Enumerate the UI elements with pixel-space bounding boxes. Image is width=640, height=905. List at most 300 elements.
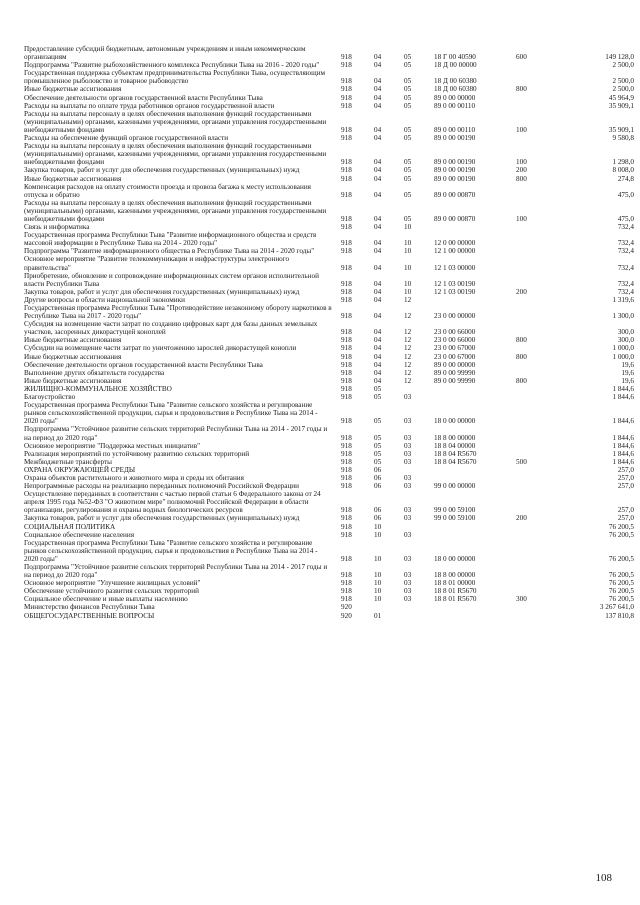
amount: 257,0: [617, 514, 634, 523]
section-code: 05: [374, 417, 382, 426]
table-row: [24, 45, 634, 61]
subsection-code: 03: [404, 433, 412, 442]
ministry-code: 918: [341, 93, 352, 102]
subsection-code: 03: [404, 595, 412, 604]
amount: 732,4: [617, 263, 634, 272]
ministry-code: 918: [341, 417, 352, 426]
subsection-code: 05: [404, 61, 412, 70]
section-code: 04: [374, 85, 382, 94]
target-article-code: 18 Г 00 40590: [434, 53, 476, 62]
ministry-code: 918: [341, 214, 352, 223]
target-article-code: 99 0 00 59100: [434, 514, 476, 523]
table-row: [24, 563, 634, 579]
row-name: Государственная поддержка субъектам предпринимательства Республики Тыва, осуществляющим промышленное рыболовство и товарное рыбоводство: [24, 69, 326, 86]
amount: 2 500,0: [612, 61, 634, 70]
subsection-code: 05: [404, 190, 412, 199]
amount: 35 909,1: [608, 101, 634, 110]
expense-type-code: 800: [516, 376, 527, 385]
ministry-code: 918: [341, 125, 352, 134]
table-row: [24, 523, 634, 531]
amount: 8 008,0: [612, 166, 634, 175]
target-article-code: 18 8 01 R5670: [434, 587, 477, 596]
table-row: [24, 466, 634, 474]
row-name: Расходы на обеспечение функций органов государственной власти: [24, 134, 229, 143]
target-article-code: 89 0 00 00000: [434, 93, 476, 102]
ministry-code: 918: [341, 449, 352, 458]
table-row: [24, 450, 634, 458]
table-row: [24, 134, 634, 142]
row-name: Социальное обеспечение и иные выплаты населению: [24, 595, 188, 604]
table-row: [24, 531, 634, 539]
table-row: [24, 94, 634, 102]
subsection-code: 03: [404, 393, 412, 402]
target-article-code: 18 8 04 R5670: [434, 457, 477, 466]
table-row: [24, 539, 634, 563]
amount: 19,6: [621, 376, 634, 385]
ministry-code: 918: [341, 595, 352, 604]
subsection-code: 03: [404, 449, 412, 458]
table-row: [24, 166, 634, 174]
row-name: Закупка товаров, работ и услуг для обеспечения государственных (муниципальных) нужд: [24, 166, 300, 175]
section-code: 06: [374, 514, 382, 523]
ministry-code: 920: [341, 611, 352, 620]
row-name: Реализация мероприятий по устойчивому развитию сельских территорий: [24, 449, 250, 458]
amount: 732,4: [617, 247, 634, 256]
target-article-code: 18 8 01 00000: [434, 579, 476, 588]
ministry-code: 918: [341, 360, 352, 369]
row-name: Иные бюджетные ассигнования: [24, 174, 122, 183]
row-name: Закупка товаров, работ и услуг для обеспечения государственных (муниципальных) нужд: [24, 514, 300, 523]
amount: 1 844,6: [612, 457, 634, 466]
target-article-code: 89 0 00 99990: [434, 368, 476, 377]
subsection-code: 05: [404, 174, 412, 183]
section-code: 04: [374, 352, 382, 361]
subsection-code: 10: [404, 223, 412, 232]
row-name: Благоустройство: [24, 393, 76, 402]
target-article-code: 18 8 00 00000: [434, 433, 476, 442]
amount: 1 844,6: [612, 433, 634, 442]
row-name: Подпрограмма "Устойчивое развитие сельских территорий Республики Тыва на 2014 - 2017 годы и на период до 2020 года": [24, 563, 328, 580]
subsection-code: 03: [404, 441, 412, 450]
section-code: 04: [374, 125, 382, 134]
amount: 1 319,6: [612, 295, 634, 304]
table-row: [24, 344, 634, 352]
amount: 76 200,5: [608, 571, 634, 580]
subsection-code: 03: [404, 473, 412, 482]
target-article-code: 89 0 00 00000: [434, 360, 476, 369]
amount: 257,0: [617, 465, 634, 474]
amount: 19,6: [621, 360, 634, 369]
table-row: [24, 102, 634, 110]
target-article-code: 18 8 01 R5670: [434, 595, 477, 604]
table-row: [24, 474, 634, 482]
amount: 149 128,0: [605, 53, 634, 62]
section-code: 04: [374, 190, 382, 199]
ministry-code: 918: [341, 61, 352, 70]
ministry-code: 918: [341, 134, 352, 143]
table-row: [24, 377, 634, 385]
row-name: Межбюджетные трансферты: [24, 457, 112, 466]
ministry-code: 918: [341, 465, 352, 474]
subsection-code: 12: [404, 344, 412, 353]
expense-type-code: 800: [516, 174, 527, 183]
target-article-code: 23 0 00 67000: [434, 352, 476, 361]
row-name: Расходы на выплаты по оплате труда работников органов государственной власти: [24, 101, 275, 110]
ministry-code: 918: [341, 223, 352, 232]
target-article-code: 18 Д 00 00000: [434, 61, 477, 70]
subsection-code: 03: [404, 417, 412, 426]
row-name: Государственная программа Республики Тыва "Развитие сельского хозяйства и регулирование рынков сельскохозяйственной продукции, сырья и продовольствия в Республике Тыва на 2014 - 2020 годы": [24, 538, 318, 563]
section-code: 06: [374, 482, 382, 491]
subsection-code: 05: [404, 85, 412, 94]
section-code: 10: [374, 595, 382, 604]
row-name: Государственная программа Республики Тыва "Противодействие незаконному обороту наркотиков в Республике Тыва на 2017 - 2020 годы": [24, 304, 332, 321]
section-code: 05: [374, 393, 382, 402]
table-row: [24, 175, 634, 183]
amount: 475,0: [617, 214, 634, 223]
ministry-code: 918: [341, 295, 352, 304]
table-row: [24, 458, 634, 466]
ministry-code: 918: [341, 166, 352, 175]
ministry-code: 918: [341, 457, 352, 466]
row-name: Обеспечение деятельности органов государственной власти Республики Тыва: [24, 360, 263, 369]
table-row: [24, 69, 634, 85]
subsection-code: 03: [404, 554, 412, 563]
table-row: [24, 231, 634, 247]
table-row: [24, 385, 634, 393]
section-code: 04: [374, 239, 382, 248]
target-article-code: 23 0 00 66000: [434, 328, 476, 337]
budget-table: [24, 45, 634, 620]
row-name: Государственная программа Республики Тыва "Развитие сельского хозяйства и регулирование рынков сельскохозяйственной продукции, сырья и продовольствия в Республике Тыва на 2014 - 2020 годы": [24, 401, 318, 426]
section-code: 10: [374, 587, 382, 596]
ministry-code: 918: [341, 514, 352, 523]
amount: 76 200,5: [608, 530, 634, 539]
row-name: Подпрограмма "Развитие информационного общества в Республике Тыва на 2014 - 2020 годы": [24, 247, 315, 256]
amount: 300,0: [617, 328, 634, 337]
row-name: ОХРАНА ОКРУЖАЮЩЕЙ СРЕДЫ: [24, 465, 136, 474]
table-row: [24, 587, 634, 595]
target-article-code: 23 0 00 67000: [434, 344, 476, 353]
amount: 76 200,5: [608, 522, 634, 531]
ministry-code: 918: [341, 263, 352, 272]
ministry-code: 918: [341, 506, 352, 515]
table-row: [24, 482, 634, 490]
row-name: Расходы на выплаты персоналу в целях обеспечения выполнения функций государственными (муниципальными) органами, казенными учреждениями, органами управления государственными внебюджетными фондами: [24, 198, 327, 223]
subsection-code: 12: [404, 328, 412, 337]
section-code: 04: [374, 214, 382, 223]
amount: 76 200,5: [608, 554, 634, 563]
table-row: [24, 603, 634, 611]
target-article-code: 89 0 00 00110: [434, 125, 476, 134]
row-name: Предоставление субсидий бюджетным, автономным учреждениям и иным некоммерческим организациям: [24, 45, 306, 62]
row-name: Основное мероприятие "Улучшение жилищных условий": [24, 579, 201, 588]
subsection-code: 10: [404, 287, 412, 296]
subsection-code: 05: [404, 214, 412, 223]
section-code: 04: [374, 134, 382, 143]
section-code: 04: [374, 344, 382, 353]
subsection-code: 12: [404, 312, 412, 321]
target-article-code: 99 0 00 59100: [434, 506, 476, 515]
amount: 9 580,8: [612, 134, 634, 143]
ministry-code: 918: [341, 190, 352, 199]
section-code: 05: [374, 457, 382, 466]
expense-type-code: 100: [516, 158, 527, 167]
ministry-code: 918: [341, 522, 352, 531]
target-article-code: 23 0 00 00000: [434, 312, 476, 321]
row-name: Социальное обеспечение населения: [24, 530, 135, 539]
subsection-code: 03: [404, 482, 412, 491]
row-name: Субсидии на возмещение части затрат по уничтожению зарослей дикорастущей конопли: [24, 344, 297, 353]
ministry-code: 920: [341, 603, 352, 612]
section-code: 04: [374, 368, 382, 377]
row-name: Основное мероприятие "Развитие телекоммуникации и инфраструктуры электронного правительства": [24, 255, 290, 272]
amount: 732,4: [617, 287, 634, 296]
row-name: Связь и информатика: [24, 223, 90, 232]
target-article-code: 12 1 00 00000: [434, 247, 476, 256]
ministry-code: 918: [341, 344, 352, 353]
row-name: Компенсация расходов на оплату стоимости проезда и провоза багажа к месту использования отпуска и обратно: [24, 182, 311, 199]
amount: 1 000,0: [612, 344, 634, 353]
expense-type-code: 300: [516, 595, 527, 604]
table-row: [24, 304, 634, 320]
subsection-code: 10: [404, 279, 412, 288]
ministry-code: 918: [341, 376, 352, 385]
section-code: 06: [374, 465, 382, 474]
target-article-code: 89 0 00 00190: [434, 166, 476, 175]
row-name: Иные бюджетные ассигнования: [24, 352, 122, 361]
amount: 3 267 641,0: [599, 603, 634, 612]
target-article-code: 18 0 00 00000: [434, 417, 476, 426]
subsection-code: 05: [404, 125, 412, 134]
section-code: 04: [374, 336, 382, 345]
table-row: [24, 255, 634, 271]
table-row: [24, 442, 634, 450]
page-number: 108: [595, 872, 612, 884]
target-article-code: 89 0 00 00190: [434, 134, 476, 143]
ministry-code: 918: [341, 482, 352, 491]
target-article-code: 18 8 00 00000: [434, 571, 476, 580]
expense-type-code: 800: [516, 336, 527, 345]
amount: 35 909,1: [608, 125, 634, 134]
table-row: [24, 85, 634, 93]
subsection-code: 03: [404, 457, 412, 466]
target-article-code: 18 8 04 00000: [434, 441, 476, 450]
section-code: 04: [374, 77, 382, 86]
row-name: Подпрограмма "Развитие рыбохозяйственного комплекса Республики Тыва на 2016 - 2020 годы": [24, 61, 320, 70]
amount: 300,0: [617, 336, 634, 345]
section-code: 04: [374, 158, 382, 167]
expense-type-code: 800: [516, 85, 527, 94]
table-row: [24, 369, 634, 377]
subsection-code: 03: [404, 530, 412, 539]
expense-type-code: 200: [516, 514, 527, 523]
row-name: Расходы на выплаты персоналу в целях обеспечения выполнения функций государственными (муниципальными) органами, казенными учреждениями, органами управления государственными внебюджетными фондами: [24, 142, 327, 167]
row-name: Расходы на выплаты персоналу в целях обеспечения выполнения функций государственными (муниципальными) органами, казенными учреждениями, органами управления государственными внебюджетными фондами: [24, 109, 327, 134]
subsection-code: 12: [404, 376, 412, 385]
subsection-code: 03: [404, 571, 412, 580]
expense-type-code: 800: [516, 352, 527, 361]
amount: 475,0: [617, 190, 634, 199]
row-name: Субсидия на возмещение части затрат по созданию цифровых карт для базы данных земельных участков, засоренных дикорастущей коноплей: [24, 320, 318, 337]
ministry-code: 918: [341, 101, 352, 110]
section-code: 06: [374, 473, 382, 482]
section-code: 10: [374, 571, 382, 580]
row-name: Иные бюджетные ассигнования: [24, 376, 122, 385]
section-code: 04: [374, 279, 382, 288]
amount: 76 200,5: [608, 587, 634, 596]
section-code: 05: [374, 384, 382, 393]
expense-type-code: 600: [516, 53, 527, 62]
table-row: [24, 336, 634, 344]
row-name: ЖИЛИЩНО-КОММУНАЛЬНОЕ ХОЗЯЙСТВО: [24, 384, 172, 393]
amount: 1 844,6: [612, 384, 634, 393]
section-code: 05: [374, 433, 382, 442]
expense-type-code: 100: [516, 214, 527, 223]
table-row: [24, 579, 634, 587]
table-row: [24, 595, 634, 603]
amount: 1 844,6: [612, 441, 634, 450]
section-code: 05: [374, 449, 382, 458]
row-name: Министерство финансов Республики Тыва: [24, 603, 155, 612]
amount: 274,8: [617, 174, 634, 183]
section-code: 01: [374, 611, 382, 620]
section-code: 10: [374, 579, 382, 588]
ministry-code: 918: [341, 384, 352, 393]
ministry-code: 918: [341, 158, 352, 167]
expense-type-code: 100: [516, 125, 527, 134]
target-article-code: 12 0 00 00000: [434, 239, 476, 248]
amount: 19,6: [621, 368, 634, 377]
amount: 45 964,9: [608, 93, 634, 102]
amount: 1 000,0: [612, 352, 634, 361]
amount: 1 844,6: [612, 417, 634, 426]
table-row: [24, 223, 634, 231]
table-row: [24, 142, 634, 166]
target-article-code: 23 0 00 66000: [434, 336, 476, 345]
amount: 1 298,0: [612, 158, 634, 167]
section-code: 04: [374, 287, 382, 296]
subsection-code: 12: [404, 360, 412, 369]
ministry-code: 918: [341, 312, 352, 321]
row-name: Иные бюджетные ассигнования: [24, 336, 122, 345]
subsection-code: 12: [404, 368, 412, 377]
section-code: 04: [374, 312, 382, 321]
ministry-code: 918: [341, 433, 352, 442]
table-row: [24, 490, 634, 514]
row-name: Обеспечение деятельности органов государственной власти Республики Тыва: [24, 93, 263, 102]
ministry-code: 918: [341, 336, 352, 345]
subsection-code: 05: [404, 53, 412, 62]
row-name: Осуществление переданных в соответствии с частью первой статьи 6 Федерального закона от 24 апреля 1995 года №52-ФЗ "О животном мире" полномочий Российской Федерации в области организации, регулирования и охраны водных биологических ресурсов: [24, 490, 321, 515]
table-row: [24, 272, 634, 288]
ministry-code: 918: [341, 85, 352, 94]
table-row: [24, 296, 634, 304]
row-name: Обеспечение устойчивого развития сельских территорий: [24, 587, 199, 596]
table-row: [24, 320, 634, 336]
target-article-code: 18 0 00 00000: [434, 554, 476, 563]
section-code: 04: [374, 166, 382, 175]
amount: 2 500,0: [612, 77, 634, 86]
subsection-code: 05: [404, 101, 412, 110]
table-row: [24, 393, 634, 401]
row-name: ОБЩЕГОСУДАРСТВЕННЫЕ ВОПРОСЫ: [24, 611, 155, 620]
table-row: [24, 514, 634, 522]
row-name: Охрана объектов растительного и животного мира и среды их обитания: [24, 473, 244, 482]
row-name: Иные бюджетные ассигнования: [24, 85, 122, 94]
ministry-code: 918: [341, 287, 352, 296]
section-code: 04: [374, 295, 382, 304]
ministry-code: 918: [341, 579, 352, 588]
ministry-code: 918: [341, 174, 352, 183]
subsection-code: 12: [404, 352, 412, 361]
table-row: [24, 183, 634, 199]
row-name: Подпрограмма "Устойчивое развитие сельских территорий Республики Тыва на 2014 - 2017 годы и на период до 2020 года": [24, 425, 328, 442]
ministry-code: 918: [341, 368, 352, 377]
row-name: Государственная программа Республики Тыва "Развитие информационного общества и средств массовой информации в Республике Тыва на 2014 - 2020 годы": [24, 231, 317, 248]
ministry-code: 918: [341, 77, 352, 86]
table-row: [24, 247, 634, 255]
target-article-code: 18 8 04 R5670: [434, 449, 477, 458]
amount: 76 200,5: [608, 595, 634, 604]
amount: 76 200,5: [608, 579, 634, 588]
subsection-code: 05: [404, 77, 412, 86]
subsection-code: 10: [404, 263, 412, 272]
section-code: 10: [374, 522, 382, 531]
table-row: [24, 425, 634, 441]
ministry-code: 918: [341, 352, 352, 361]
subsection-code: 03: [404, 514, 412, 523]
ministry-code: 918: [341, 530, 352, 539]
section-code: 04: [374, 263, 382, 272]
table-row: [24, 612, 634, 620]
target-article-code: 12 1 03 00190: [434, 287, 476, 296]
amount: 732,4: [617, 279, 634, 288]
expense-type-code: 200: [516, 166, 527, 175]
ministry-code: 918: [341, 328, 352, 337]
subsection-code: 05: [404, 158, 412, 167]
row-name: Приобретение, обновление и сопровождение информационных систем органов исполнительной власти Республики Тыва: [24, 271, 319, 288]
ministry-code: 918: [341, 587, 352, 596]
table-row: [24, 61, 634, 69]
ministry-code: 918: [341, 473, 352, 482]
section-code: 04: [374, 53, 382, 62]
section-code: 04: [374, 61, 382, 70]
section-code: 04: [374, 101, 382, 110]
amount: 1 844,6: [612, 393, 634, 402]
amount: 257,0: [617, 506, 634, 515]
target-article-code: 89 0 00 99990: [434, 376, 476, 385]
section-code: 04: [374, 174, 382, 183]
target-article-code: 12 1 03 00000: [434, 263, 476, 272]
subsection-code: 10: [404, 239, 412, 248]
target-article-code: 99 0 00 00000: [434, 482, 476, 491]
table-row: [24, 110, 634, 134]
subsection-code: 03: [404, 506, 412, 515]
row-name: Непрограммные расходы на реализацию переданных полномочий Российской Федерации: [24, 482, 299, 491]
row-name: Основное мероприятие "Поддержка местных инициатив": [24, 441, 201, 450]
amount: 1 300,0: [612, 312, 634, 321]
section-code: 04: [374, 247, 382, 256]
ministry-code: 918: [341, 279, 352, 288]
ministry-code: 918: [341, 554, 352, 563]
ministry-code: 918: [341, 239, 352, 248]
amount: 137 810,8: [605, 611, 634, 620]
ministry-code: 918: [341, 571, 352, 580]
target-article-code: 89 0 00 00870: [434, 214, 476, 223]
section-code: 04: [374, 360, 382, 369]
subsection-code: 12: [404, 336, 412, 345]
